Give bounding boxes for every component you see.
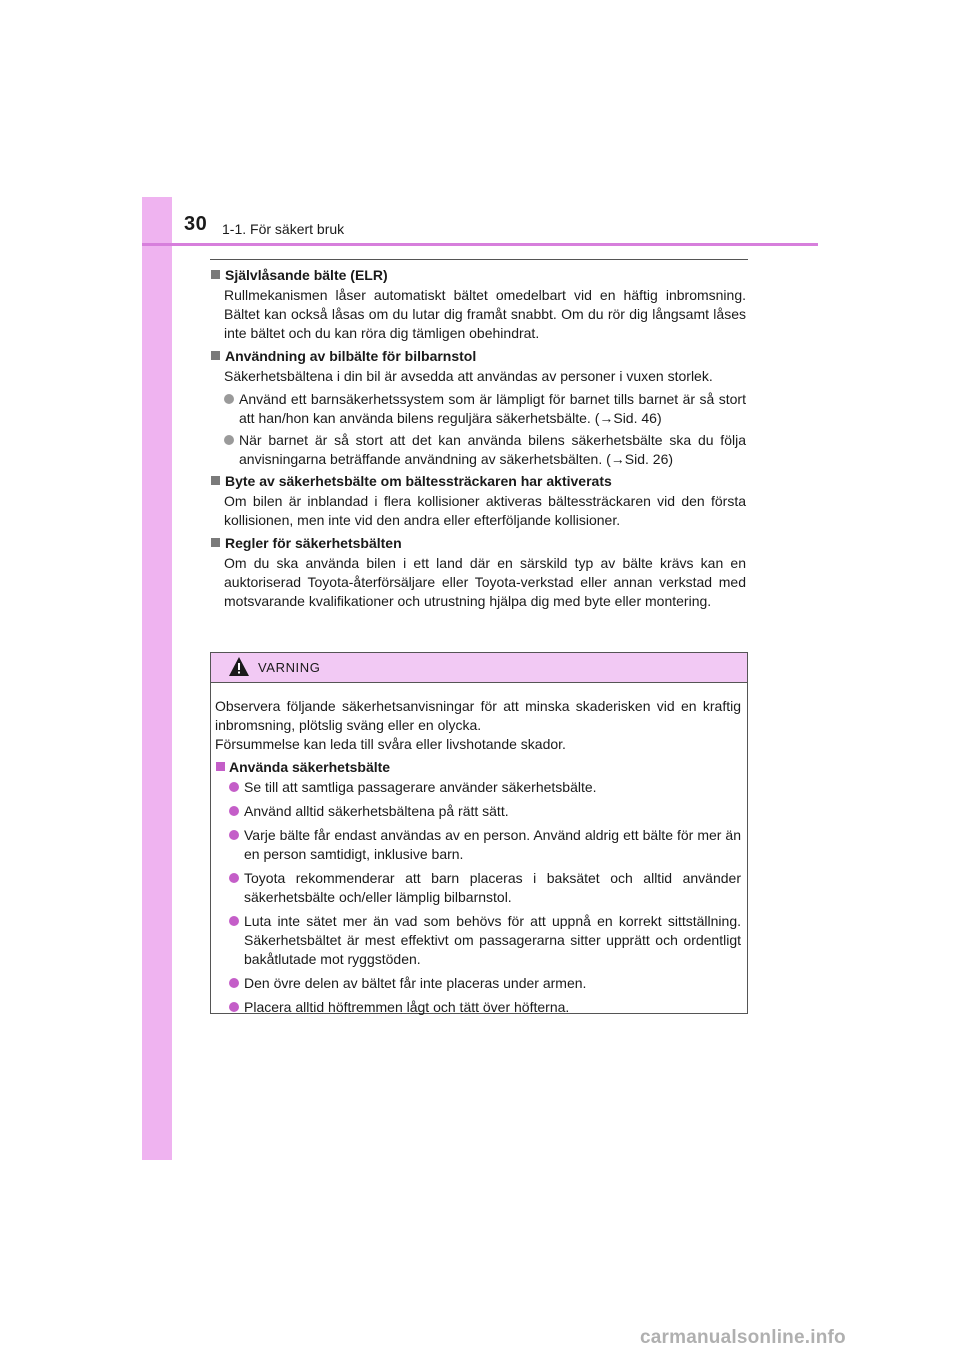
list-item: Den övre delen av bältet får inte placeras under armen. <box>229 974 741 993</box>
circle-bullet-icon <box>224 394 234 404</box>
list-item: Varje bälte får endast användas av en person. Använd aldrig ett bälte för mer än en person samtidigt, inklusive barn. <box>229 826 741 864</box>
circle-bullet-icon <box>229 1002 239 1012</box>
section-text: Om bilen är inblandad i flera kollisioner aktiveras bältessträckaren vid den första kollisionen, men inte vid den andra eller efterföljande kollisioner. <box>224 493 746 528</box>
content-top-rule <box>210 259 748 260</box>
section-heading: Regler för säkerhetsbälten <box>210 534 746 553</box>
list-item: När barnet är så stort att det kan använda bilens säkerhetsbälte ska du följa anvisningarna beträffande användning av säkerhetsbälten. (→Sid. 26) <box>224 431 746 469</box>
page-reference-link[interactable]: Sid. 46) <box>613 410 662 426</box>
square-bullet-icon <box>211 476 220 485</box>
warning-header <box>211 653 747 683</box>
section-text: Rullmekanismen låser automatiskt bältet omedelbart vid en häftig inbromsning. Bältet kan också låsas om du lutar dig framåt snabbt. Om du rör dig långsamt låses inte bältet och du kan röra dig tämligen obehindrat. <box>224 287 746 341</box>
circle-bullet-icon <box>229 873 239 883</box>
warning-body <box>211 683 747 1017</box>
list-item: Placera alltid höftremmen lågt och tätt över höfterna. <box>229 998 741 1017</box>
page-number: 30 <box>184 213 208 235</box>
circle-bullet-icon <box>229 806 239 816</box>
list-item: Använd alltid säkerhetsbältena på rätt sätt. <box>229 802 741 821</box>
header-rule <box>142 243 818 246</box>
square-bullet-icon <box>211 538 220 547</box>
circle-bullet-icon <box>229 916 239 926</box>
square-bullet-icon <box>211 351 220 360</box>
section-text: Om du ska använda bilen i ett land där en särskild typ av bälte krävs kan en auktoriserad Toyota-återförsäljare eller Toyota-verkstad eller annan verkstad med motsvarande kvalifikationer och utrustning hjälpa dig med byte eller montering. <box>224 555 746 609</box>
section-heading: Användning av bilbälte för bilbarnstol <box>210 347 746 366</box>
circle-bullet-icon <box>229 978 239 988</box>
list-item: Toyota rekommenderar att barn placeras i baksätet och alltid använder säkerhetsbälte och/eller lämplig bilbarnstol. <box>229 869 741 907</box>
section-text: Säkerhetsbältena i din bil är avsedda att användas av personer i vuxen storlek. <box>224 368 713 384</box>
page-reference-link[interactable]: Sid. 26) <box>624 451 674 467</box>
square-bullet-icon <box>216 762 225 771</box>
square-bullet-icon <box>211 270 220 279</box>
section-title: 1-1. För säkert bruk <box>222 221 345 237</box>
warning-intro-2: Försummelse kan leda till svåra eller livshotande skador. <box>215 736 566 752</box>
list-item: Se till att samtliga passagerare använder säkerhetsbälte. <box>229 778 741 797</box>
circle-bullet-icon <box>229 830 239 840</box>
content <box>210 266 746 615</box>
list-item: Luta inte sätet mer än vad som behövs för att uppnå en korrekt sittställning. Säkerhetsbältet är mest effektivt om passagerarna sitter upprätt och ordentligt bakåtlutade mot ryggstöden. <box>229 912 741 969</box>
warning-title: VARNING <box>258 660 321 675</box>
warning-triangle-icon <box>228 656 250 677</box>
warning-subheading: Använda säkerhetsbälte <box>215 758 741 777</box>
warning-intro: Observera följande säkerhetsanvisningar för att minska skaderisken vid en kraftig inbromsning, plötslig sväng eller en olycka. <box>215 698 741 733</box>
section-heading: Självlåsande bälte (ELR) <box>210 266 746 285</box>
warning-box <box>210 652 748 1014</box>
arrow-icon: → <box>610 451 625 467</box>
watermark-logo: carmanualsonline.info <box>640 1327 846 1348</box>
section-heading: Byte av säkerhetsbälte om bältessträckaren har aktiverats <box>210 472 746 491</box>
circle-bullet-icon <box>224 435 234 445</box>
chapter-side-tab <box>142 197 172 1160</box>
circle-bullet-icon <box>229 782 239 792</box>
arrow-icon: → <box>599 410 614 426</box>
list-item: Använd ett barnsäkerhetssystem som är lämpligt för barnet tills barnet är så stort att han/hon kan använda bilens reguljära säkerhetsbälte. (→Sid. 46) <box>224 390 746 428</box>
